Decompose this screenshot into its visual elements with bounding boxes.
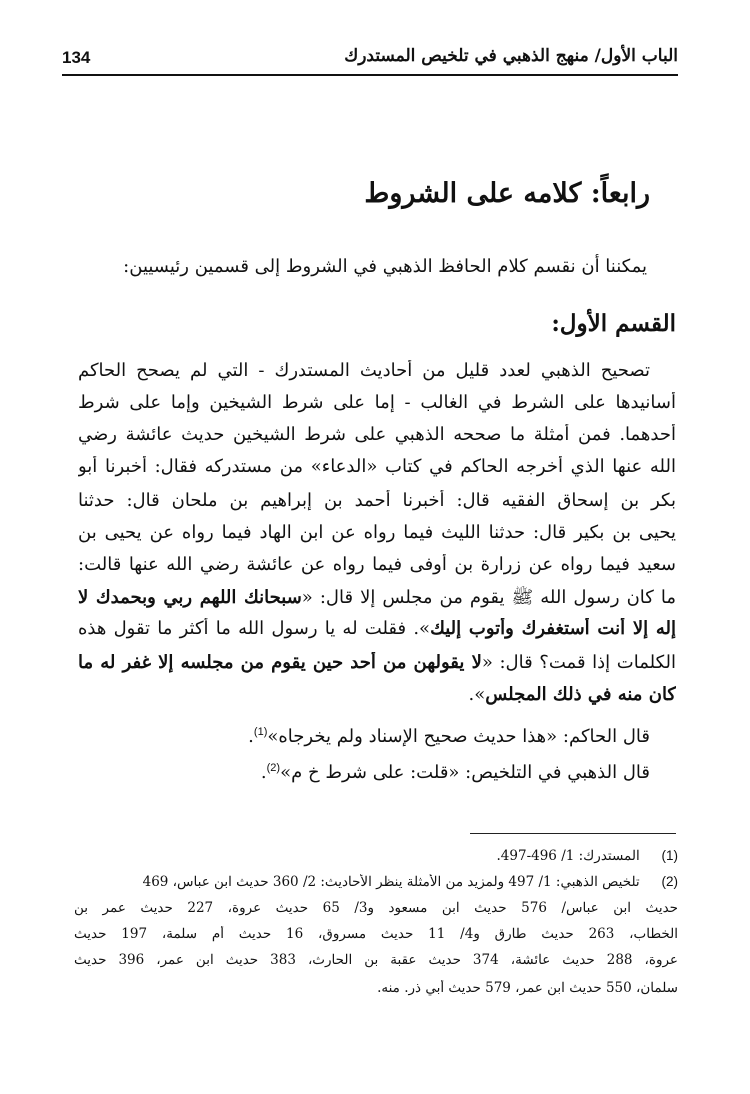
footnote-2-line-2: حديث ابن عباس/ 576 حديث ابن مسعود و3/ 65 حديث عروة، 227 حديث عمر بن — [74, 900, 678, 916]
section-heading: رابعاً: كلامه على الشروط — [364, 178, 650, 209]
footnote-ref-1: (1) — [253, 726, 268, 738]
body-line-3: أحدهما. فمن أمثلة ما صححه الذهبي على شرط الشيخين حديث عائشة رضي — [78, 424, 676, 445]
page-number: 134 — [62, 48, 91, 67]
dhahabi-verdict-text: قال الذهبي في التلخيص: «قلت: على شرط خ م» — [280, 762, 650, 783]
hadith-line-4 — [78, 684, 676, 714]
hadith-line-3-bold: لا يقولهن من أحد حين يقوم من مجلسه إلا غفر له ما — [78, 652, 482, 673]
footnote-2-line-3: الخطاب، 263 حديث طارق و4/ 11 حديث مسروق، 16 حديث أم سلمة، 197 حديث — [74, 926, 678, 942]
footnote-2 — [74, 874, 678, 890]
hakim-verdict-end: . — [248, 726, 254, 747]
intro-paragraph: يمكننا أن نقسم كلام الحافظ الذهبي في الشروط إلى قسمين رئيسيين: — [123, 256, 647, 277]
body-line-4: الله عنها الذي أخرجه الحاكم في كتاب «الدعاء» من مستدركه فقال: أخبرنا أبو — [78, 456, 676, 477]
hadith-line-2 — [78, 618, 676, 648]
hadith-line-3 — [78, 652, 676, 682]
hakim-verdict-text: قال الحاكم: «هذا حديث صحيح الإسناد ولم يخرجاه» — [267, 726, 650, 747]
body-line-7: سعيد فيما رواه عن زرارة بن أوفى فيما رواه عن عائشة رضي الله عنها قالت: — [78, 554, 676, 575]
body-line-5: بكر بن إسحاق الفقيه قال: أخبرنا أحمد بن إبراهيم بن ملحان قال: حدثنا — [78, 490, 676, 511]
footnote-divider — [470, 833, 676, 834]
hadith-line-2-bold: إله إلا أنت أستغفرك وأتوب إليك — [430, 618, 676, 639]
footnote-1-number: (1) — [661, 848, 678, 863]
hadith-line-2-plain: ». فقلت له يا رسول الله ما أكثر ما تقول هذه — [78, 618, 431, 639]
body-line-6: يحيى بن بكير قال: حدثنا الليث فيما رواه عن ابن الهاد فيما رواه عن يحيى بن — [78, 522, 676, 543]
footnote-ref-2: (2) — [266, 762, 281, 774]
hadith-line-3-plain: الكلمات إذا قمت؟ قال: « — [481, 652, 676, 673]
body-line-1: تصحيح الذهبي لعدد قليل من أحاديث المستدرك - التي لم يصحح الحاكم — [78, 360, 650, 381]
hadith-line-4-bold: كان منه في ذلك المجلس — [485, 684, 676, 705]
footnote-1 — [74, 848, 678, 864]
footnote-2-line-5: سلمان، 550 حديث ابن عمر، 579 حديث أبي ذر. منه. — [377, 980, 678, 996]
footnote-2-line-4: عروة، 288 حديث عائشة، 374 حديث عقبة بن الحارث، 383 حديث ابن عمر، 396 حديث — [74, 952, 678, 968]
dhahabi-verdict — [261, 762, 650, 783]
hakim-verdict — [248, 726, 650, 747]
footnote-2-line-1: تلخيص الذهبي: 1/ 497 ولمزيد من الأمثلة ينظر الأحاديث: 2/ 360 حديث ابن عباس، 469 — [142, 874, 640, 890]
hadith-line-1-bold: سبحانك اللهم ربي وبحمدك لا — [78, 587, 302, 608]
footnote-1-text: المستدرك: 1/ 496-497. — [496, 848, 640, 864]
hadith-line-1-plain: ما كان رسول الله ﷺ يقوم من مجلس إلا قال: « — [301, 587, 676, 608]
body-line-2: أسانيدها على الشرط في الغالب - إما على شرط الشيخين وإما على شرط — [78, 392, 676, 413]
footnote-2-number: (2) — [661, 874, 678, 889]
running-title: الباب الأول/ منهج الذهبي في تلخيص المستدرك — [344, 46, 678, 66]
hadith-line-1 — [78, 586, 676, 616]
dhahabi-verdict-end: . — [260, 762, 267, 783]
running-header — [62, 40, 678, 76]
hadith-line-4-plain: ». — [468, 684, 486, 705]
sub-heading: القسم الأول: — [551, 310, 676, 337]
